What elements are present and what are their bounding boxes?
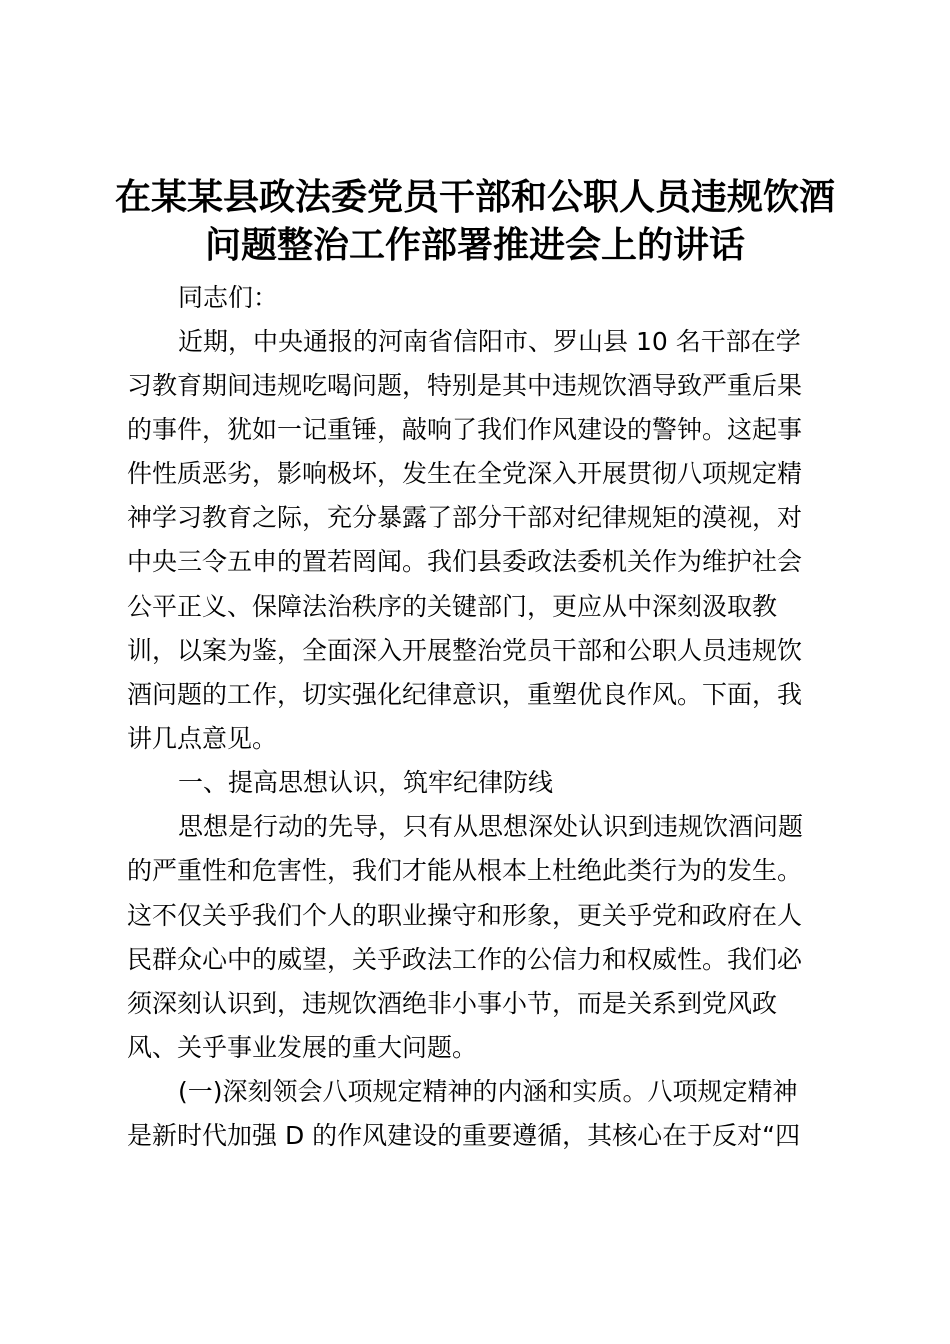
paragraph-1-line: 近期，中央通报的河南省信阳市、罗山县 10 名干部在学 [178,327,801,356]
document-title-line-1: 在某某县政法委党员干部和公职人员违规饮酒 [114,177,835,218]
paragraph-1-line: 酒问题的工作，切实强化纪律意识，重塑优良作风。下面，我 [127,680,803,709]
paragraph-1-line: 的事件，犹如一记重锤，敲响了我们作风建设的警钟。这起事 [127,415,803,444]
paragraph-2-line: 思想是行动的先导，只有从思想深处认识到违规饮酒问题 [178,812,804,841]
paragraph-1-line: 中央三令五申的置若罔闻。我们县委政法委机关作为维护社会 [127,547,803,576]
paragraph-2-line: 风、关乎事业发展的重大问题。 [127,1033,478,1062]
paragraph-2-line: 民群众心中的威望，关乎政法工作的公信力和权威性。我们必 [127,945,803,974]
paragraph-2-line: 这不仅关乎我们个人的职业操守和形象，更关乎党和政府在人 [127,901,803,930]
paragraph-1-line: 习教育期间违规吃喝问题，特别是其中违规饮酒导致严重后果 [127,371,803,400]
section-heading-1: 一、提高思想认识，筑牢纪律防线 [178,768,554,797]
paragraph-1-line: 件性质恶劣，影响极坏，发生在全党深入开展贯彻八项规定精 [127,459,803,488]
paragraph-1-line: 神学习教育之际，充分暴露了部分干部对纪律规矩的漠视，对 [127,503,803,532]
paragraph-1-line: 训，以案为鉴，全面深入开展整治党员干部和公职人员违规饮 [127,636,803,665]
paragraph-1-line: 讲几点意见。 [127,724,278,753]
paragraph-2-line: 须深刻认识到，违规饮酒绝非小事小节，而是关系到党风政 [127,989,778,1018]
paragraph-1-line: 公平正义、保障法治秩序的关键部门，更应从中深刻汲取教 [127,592,778,621]
greeting: 同志们： [178,283,279,312]
document-title-line-2: 问题整治工作部署推进会上的讲话 [204,225,745,266]
paragraph-2-line: 的严重性和危害性，我们才能从根本上杜绝此类行为的发生。 [127,856,803,885]
paragraph-3-line: 是新时代加强 D 的作风建设的重要遵循，其核心在于反对“四 [127,1121,801,1150]
paragraph-3-line: (一)深刻领会八项规定精神的内涵和实质。八项规定精神 [178,1077,798,1106]
